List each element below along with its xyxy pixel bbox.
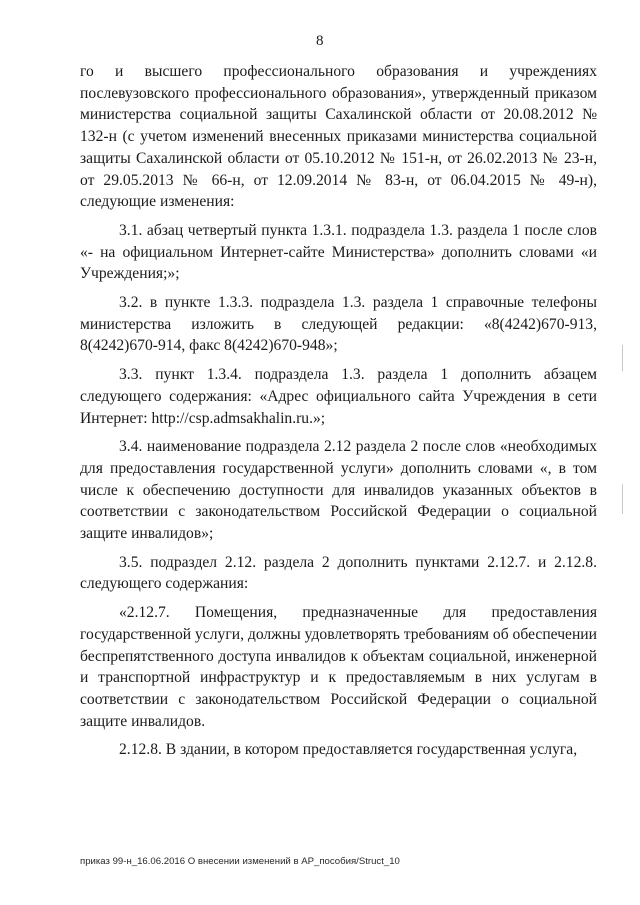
document-body	[80, 61, 597, 768]
paragraph-intro: го и высшего профессионального образования и учреждениях послевузовского профессионального образования», утвержденный приказом министерства социальной защиты Сахалинской области от 20.08.2012 № 132-н (с учетом изменений внесенных приказами министерства социальной защиты Сахалинской области от 05.10.2012 № 151-н, от 26.02.2013 № 23-н, от 29.05.2013 № 66-н, от 12.09.2014 № 83-н, от 06.04.2015 № 49-н), следующие изменения:	[80, 63, 597, 211]
paragraph-3-4: 3.4. наименование подраздела 2.12 раздела 2 после слов «необходимых для предоставления государственной услуги» дополнить словами «, в том числе к обеспечению доступности для инвалидов указанных объектов в соответствии с законодательством Российской Федерации о социальной защите инвалидов»;	[80, 438, 597, 543]
paragraph-3-3: 3.3. пункт 1.3.4. подраздела 1.3. раздела 1 дополнить абзацем следующего содержания: «Адрес официального сайта Учреждения в сети Интернет: http://csp.admsakhalin.ru.»;	[80, 366, 597, 427]
paragraph-3-2: 3.2. в пункте 1.3.3. подраздела 1.3. раздела 1 справочные телефоны министерства изложить в следующей редакции: «8(4242)670-913, 8(4242)670-914, факс 8(4242)670-948»;	[80, 294, 597, 355]
paragraph-3-1: 3.1. абзац четвертый пункта 1.3.1. подраздела 1.3. раздела 1 после слов «- на официальном Интернет-сайте Министерства» дополнить словами «и Учреждения;»;	[80, 221, 597, 283]
paragraph-2-12-7: «2.12.7. Помещения, предназначенные для предоставления государственной услуги, должны удовлетворять требованиям об обеспечении беспрепятственного доступа инвалидов к объектам социальной, инженерной и транспортной инфраструктур и к предоставляемым в них услугам в соответствии с законодательством Российской Федерации о социальной защите инвалидов.	[80, 604, 597, 730]
paragraph-3-5: 3.5. подраздел 2.12. раздела 2 дополнить пунктами 2.12.7. и 2.12.8. следующего содержания:	[80, 553, 597, 593]
scan-margin-mark	[622, 484, 623, 514]
paragraph-2-12-8: 2.12.8. В здании, в котором предоставляется государственная услуга,	[119, 741, 578, 759]
scan-margin-mark	[622, 345, 623, 371]
document-footer: приказ 99-н_16.06.2016 О внесении изменений в АР_пособия/Struct_10	[80, 856, 400, 867]
page-number: 8	[316, 33, 324, 49]
